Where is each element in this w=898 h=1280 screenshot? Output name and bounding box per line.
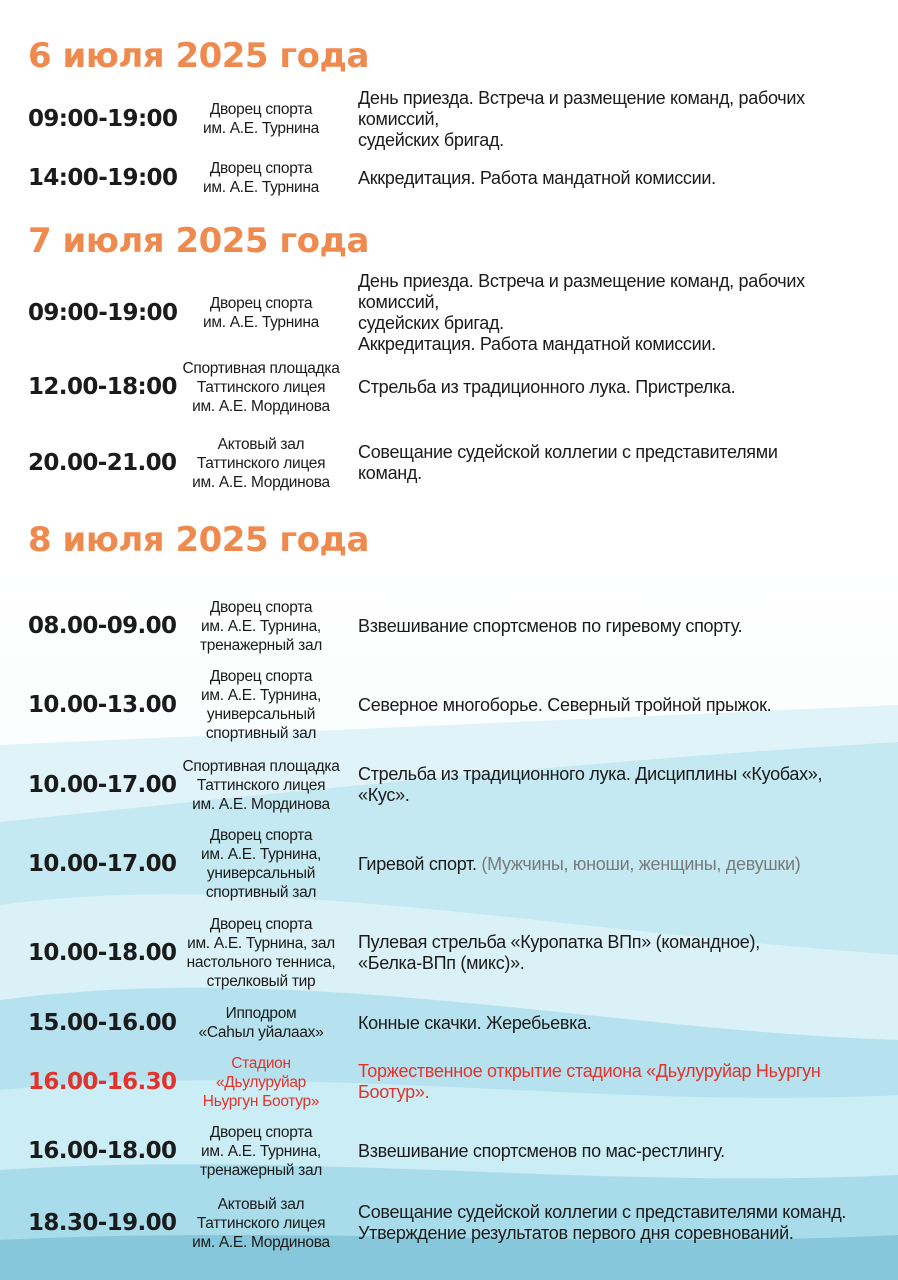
day-title-1: 6 июля 2025 года	[28, 36, 369, 76]
event-row	[0, 1001, 898, 1045]
event-description: Конные скачки. Жеребьевка.	[358, 1012, 592, 1033]
event-description: Аккредитация. Работа мандатной комиссии.	[358, 167, 716, 188]
event-description: День приезда. Встреча и размещение команд, рабочих комиссий, судейских бригад.	[358, 87, 805, 150]
event-description: Взвешивание спортсменов по гиревому спорту.	[358, 615, 743, 636]
event-description	[358, 824, 878, 904]
event-time: 09:00-19:00	[28, 300, 178, 326]
event-row	[0, 913, 898, 993]
event-description: Совещание судейской коллегии с представителями команд.	[358, 442, 778, 483]
event-row	[0, 356, 898, 418]
event-row	[0, 595, 898, 657]
event-time: 10.00-13.00	[28, 692, 177, 718]
event-place: Ипподром «Саһыл уйалаах»	[198, 1005, 324, 1041]
event-description: Стрельба из традиционного лука. Пристрелка.	[358, 376, 736, 397]
event-description: Северное многоборье. Северный тройной прыжок.	[358, 694, 772, 715]
event-time: 16.00-18.00	[28, 1138, 177, 1164]
event-place: Дворец спорта им. А.Е. Турнина, универсальный спортивный зал	[201, 668, 321, 742]
event-time: 09:00-19:00	[28, 106, 178, 132]
event-note: (Мужчины, юноши, женщины, девушки)	[481, 853, 801, 874]
event-time: 20.00-21.00	[28, 450, 177, 476]
event-row-highlighted	[0, 1052, 898, 1112]
event-time: 10.00-17.00	[28, 772, 177, 798]
event-description: Совещание судейской коллегии с представителями команд. Утверждение результатов первого дня соревнований.	[358, 1202, 847, 1243]
event-time: 15.00-16.00	[28, 1010, 177, 1036]
event-row	[0, 271, 898, 354]
day-title-2: 7 июля 2025 года	[28, 221, 369, 261]
event-place: Дворец спорта им. А.Е. Турнина, зал настольного тенниса, стрелковый тир	[186, 916, 336, 990]
event-description: День приезда. Встреча и размещение команд, рабочих комиссий, судейских бригад. Аккредитация. Работа мандатной комиссии.	[358, 271, 805, 354]
event-description: Взвешивание спортсменов по мас-рестлингу.	[358, 1140, 725, 1161]
event-place: Дворец спорта им. А.Е. Турнина, тренажерный зал	[199, 598, 323, 654]
event-time: 16.00-16.30	[28, 1069, 177, 1095]
event-time: 14:00-19:00	[28, 165, 178, 191]
event-place: Спортивная площадка Таттинского лицея им. А.Е. Мординова	[182, 359, 340, 415]
event-description: Пулевая стрельба «Куропатка ВПп» (командное), «Белка-ВПп (микс)».	[358, 932, 760, 973]
event-row	[0, 665, 898, 745]
event-description: Торжественное открытие стадиона «Дьулуруйар Ньургун Боотур».	[358, 1061, 821, 1102]
event-place: Дворец спорта им. А.Е. Турнина	[203, 101, 319, 137]
event-time: 18.30-19.00	[28, 1210, 177, 1236]
event-time: 12.00-18:00	[28, 374, 177, 400]
event-row	[0, 155, 898, 201]
event-place: Актовый зал Таттинского лицея им. А.Е. Мординова	[192, 435, 330, 491]
event-row	[0, 432, 898, 494]
day-title-3: 8 июля 2025 года	[28, 520, 369, 560]
event-row	[0, 1192, 898, 1254]
event-time: 10.00-17.00	[28, 851, 177, 877]
event-place: Дворец спорта им. А.Е. Турнина	[203, 160, 319, 196]
event-row	[0, 1120, 898, 1182]
event-time: 08.00-09.00	[28, 613, 177, 639]
event-place: Стадион «Дьулуруйар Ньургун Боотур»	[202, 1054, 320, 1110]
event-place: Дворец спорта им. А.Е. Турнина, универсальный спортивный зал	[201, 827, 321, 901]
event-time: 10.00-18.00	[28, 940, 177, 966]
event-description: Стрельба из традиционного лука. Дисциплины «Куобах», «Кус».	[358, 764, 823, 805]
event-row	[0, 754, 898, 816]
event-place: Актовый зал Таттинского лицея им. А.Е. Мординова	[192, 1195, 330, 1251]
event-place: Спортивная площадка Таттинского лицея им. А.Е. Мординова	[182, 757, 340, 813]
event-place: Дворец спорта им. А.Е. Турнина	[203, 295, 319, 331]
event-description-text: Гиревой спорт.	[358, 853, 477, 874]
event-row	[0, 824, 898, 904]
event-row	[0, 87, 898, 150]
event-place: Дворец спорта им. А.Е. Турнина, тренажерный зал	[199, 1123, 323, 1179]
